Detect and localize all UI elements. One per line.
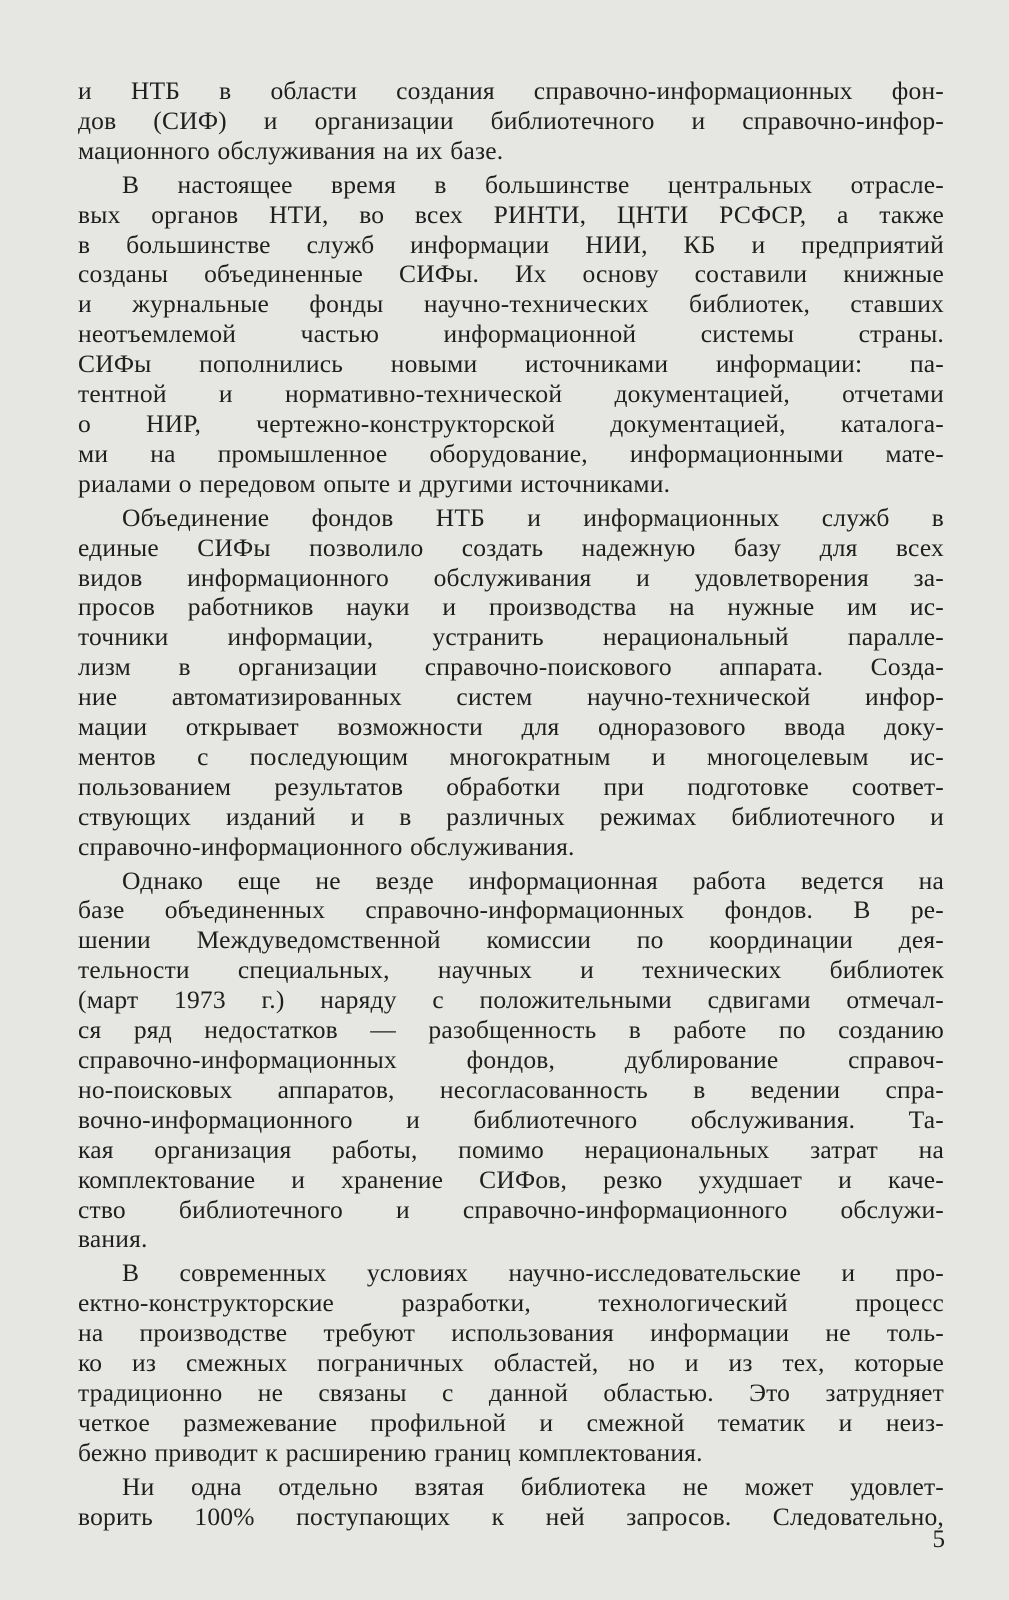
text-line: ментов с последующим многократным и многоцелевым ис- (78, 741, 944, 771)
text-line: ми на промышленное оборудование, информационными мате- (78, 438, 944, 468)
text-line: Объединение фондов НТБ и информационных служб в (122, 502, 944, 532)
text-line: шении Междуведомственной комиссии по координации дея- (78, 925, 944, 955)
text-line: (март 1973 г.) наряду с положительными сдвигами отмечал- (78, 985, 944, 1015)
text-line: но-поисковых аппаратов, несогласованность в ведении спра- (78, 1074, 944, 1104)
text-line: четкое размежевание профильной и смежной тематик и неиз- (78, 1407, 944, 1437)
text-line: ся ряд недостатков — разобщенность в работе по созданию (78, 1015, 944, 1045)
text-line: ство библиотечного и справочно-информационного обслужи- (78, 1194, 944, 1224)
text-line: тентной и нормативно-технической документацией, отчетами (78, 379, 944, 409)
text-line: о НИР, чертежно-конструкторской документацией, каталога- (78, 408, 944, 438)
text-line: на производстве требуют использования информации не толь- (78, 1318, 944, 1348)
text-line: и НТБ в области создания справочно-информационных фон- (78, 76, 944, 105)
text-line: просов работников науки и производства на нужные им ис- (78, 592, 944, 622)
text-line: Однако еще не везде информационная работа ведется на (122, 865, 944, 895)
text-line: справочно-информационных фондов, дублирование справоч- (78, 1045, 944, 1074)
text-line: дов (СИФ) и организации библиотечного и справочно-инфор- (78, 105, 944, 135)
page-body (78, 76, 944, 1536)
text-line: мации открывает возможности для одноразового ввода доку- (78, 712, 944, 742)
text-line: вых органов НТИ, во всех РИНТИ, ЦНТИ РСФСР, а также (78, 199, 944, 229)
text-line: вания. (78, 1224, 148, 1254)
text-line: ектно-конструкторские разработки, технологический процесс (78, 1288, 944, 1318)
text-line: ствующих изданий и в различных режимах библиотечного и (78, 801, 944, 831)
text-line: ние автоматизированных систем научно-технической инфор- (78, 682, 944, 712)
text-line: неотъемлемой частью информационной системы страны. (78, 319, 944, 349)
text-line: В современных условиях научно-исследовательские и про- (122, 1258, 944, 1288)
paragraph (78, 170, 944, 499)
text-line: тельности специальных, научных и технических библиотек (78, 955, 944, 985)
text-line: и журнальные фонды научно-технических библиотек, ставших (78, 289, 944, 319)
text-line: точники информации, устранить нерациональный паралле- (78, 622, 944, 652)
text-line: единые СИФы позволило создать надежную базу для всех (78, 532, 944, 562)
text-line: пользованием результатов обработки при подготовке соответ- (78, 771, 944, 801)
text-line: мационного обслуживания на их базе. (78, 135, 504, 165)
paragraph (78, 1472, 944, 1532)
text-line: бежно приводит к расширению границ комплектования. (78, 1437, 703, 1467)
page-number: 5 (932, 1526, 945, 1553)
text-line: СИФы пополнились новыми источниками информации: па- (78, 349, 944, 379)
text-line: вочно-информационного и библиотечного обслуживания. Та- (78, 1104, 944, 1134)
text-line: базе объединенных справочно-информационных фондов. В ре- (78, 895, 944, 925)
paragraph (78, 1258, 944, 1467)
text-line: Ни одна отдельно взятая библиотека не может удовлет- (122, 1471, 944, 1501)
text-line: ко из смежных пограничных областей, но и из тех, которые (78, 1348, 944, 1378)
text-line: комплектование и хранение СИФов, резко ухудшает и каче- (78, 1164, 944, 1194)
text-line: лизм в организации справочно-поискового аппарата. Созда- (78, 652, 944, 682)
paragraph (78, 76, 944, 166)
text-line: кая организация работы, помимо нерациональных затрат на (78, 1134, 944, 1164)
text-line: традиционно не связаны с данной областью. Это затрудняет (78, 1377, 944, 1407)
paragraph (78, 503, 944, 862)
text-line: справочно-информационного обслуживания. (78, 831, 575, 861)
text-line: В настоящее время в большинстве центральных отрасле- (122, 169, 944, 199)
text-line: ворить 100% поступающих к ней запросов. Следовательно, (78, 1501, 944, 1531)
text-line: видов информационного обслуживания и удовлетворения за- (78, 562, 944, 592)
paragraph (78, 866, 944, 1255)
text-line: в большинстве служб информации НИИ, КБ и предприятий (78, 229, 944, 259)
text-line: риалами о передовом опыте и другими источниками. (78, 468, 671, 498)
text-line: созданы объединенные СИФы. Их основу составили книжные (78, 259, 944, 289)
